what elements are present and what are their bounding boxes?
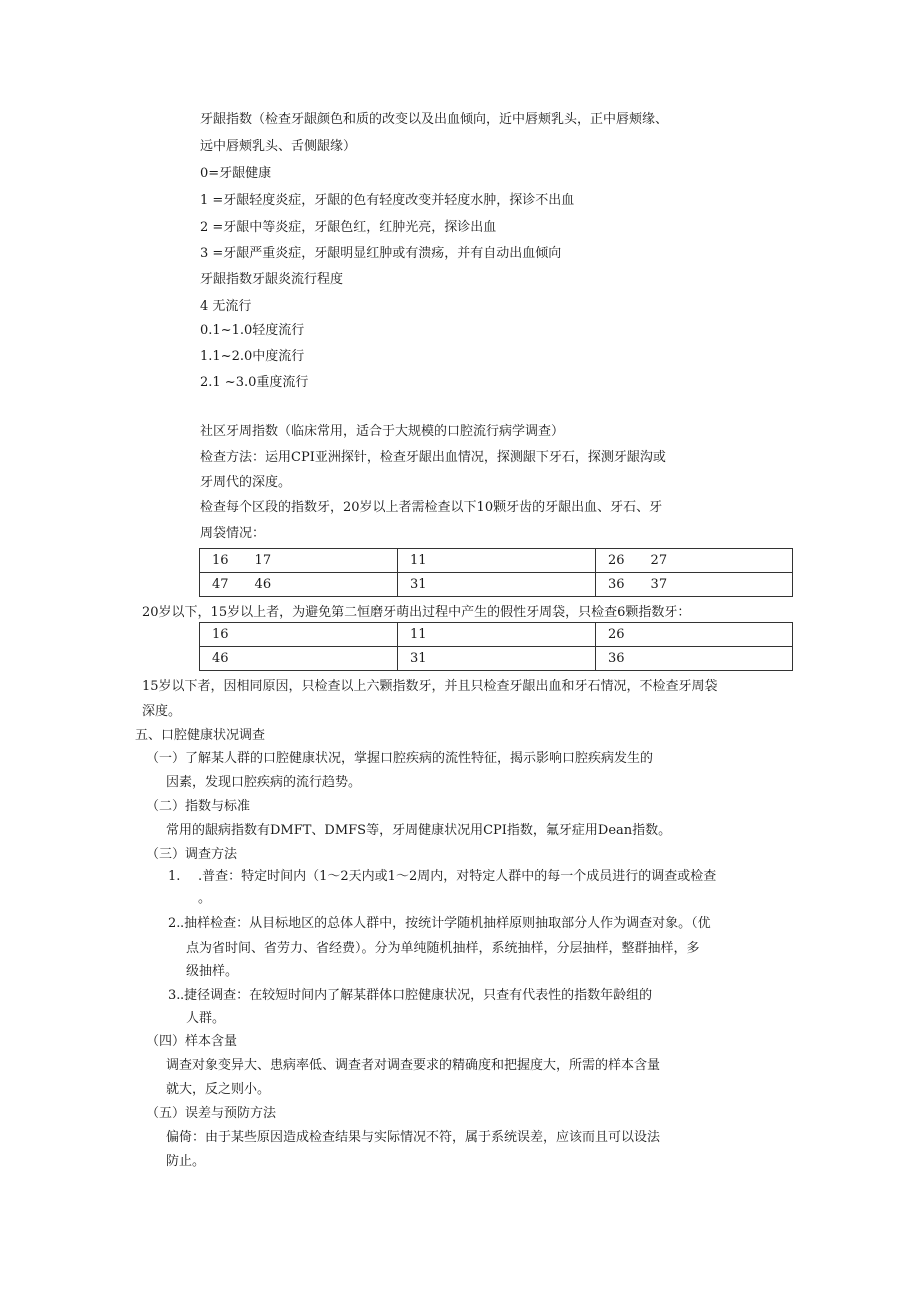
table-cell xyxy=(200,623,398,647)
tooth-number: 16 xyxy=(212,627,229,642)
adult-index-teeth-table xyxy=(199,548,793,597)
method1-line2: 。 xyxy=(198,891,212,906)
prevalence-mild: 0.1~1.0轻度流行 xyxy=(200,323,305,338)
table-cell xyxy=(200,647,398,671)
method2-number: 2. xyxy=(168,916,181,931)
section5-p2-label: （二）指数与标准 xyxy=(146,799,251,814)
tooth-number: 16 xyxy=(212,553,229,568)
gingival-index-title-line2: 远中唇颊乳头、舌侧龈缘） xyxy=(200,139,357,154)
cpi-method-line2: 牙周代的深度。 xyxy=(200,475,292,490)
method2-line3: 级抽样。 xyxy=(186,964,239,979)
method3-line1: .捷径调查：在较短时间内了解某群体口腔健康状况，只查有代表性的指数年龄组的 xyxy=(180,988,653,1003)
cpi-method-line1: 检查方法：运用CPI亚洲探针，检查牙龈出血情况，探测龈下牙石，探测牙龈沟或 xyxy=(200,450,666,465)
prevalence-moderate: 1.1~2.0中度流行 xyxy=(200,349,305,364)
table-cell xyxy=(398,647,596,671)
tooth-number: 26 xyxy=(608,627,625,642)
method2-line1: .抽样检查：从目标地区的总体人群中，按统计学随机抽样原则抽取部分人作为调查对象。（优 xyxy=(180,916,711,931)
tooth-number: 47 xyxy=(212,577,229,592)
under15-line2: 深度。 xyxy=(142,704,182,719)
table-cell xyxy=(596,549,793,573)
table-cell xyxy=(200,573,398,597)
section5-p1-line1: （一）了解某人群的口腔健康状况，掌握口腔疾病的流性特征，揭示影响口腔疾病发生的 xyxy=(146,751,654,766)
table-cell xyxy=(596,573,793,597)
method1-number: 1. xyxy=(168,869,181,884)
section5-p2-text: 常用的龈病指数有DMFT、DMFS等，牙周健康状况用CPI指数，氟牙症用Dean指数。 xyxy=(166,823,672,838)
tooth-number: 36 xyxy=(608,651,625,666)
gingival-index-title-line1: 牙龈指数（检查牙龈颜色和质的改变以及出血倾向，近中唇颊乳头，正中唇颊缘、 xyxy=(200,112,669,127)
prevalence-none: 4 无流行 xyxy=(200,299,252,314)
cpi-teeth-line2: 周袋情况： xyxy=(200,526,266,541)
section5-p4-label: （四）样本含量 xyxy=(146,1034,238,1049)
section5-p4-line1: 调查对象变异大、患病率低、调查者对调查要求的精确度和把握度大，所需的样本含量 xyxy=(166,1058,661,1073)
tooth-number: 36 xyxy=(608,577,625,592)
table-cell xyxy=(398,549,596,573)
table-cell xyxy=(596,623,793,647)
prevalence-title: 牙龈指数牙龈炎流行程度 xyxy=(200,272,344,287)
tooth-number: 26 xyxy=(608,553,625,568)
section5-p3-label: （三）调查方法 xyxy=(146,847,238,862)
section5-heading: 五、口腔健康状况调查 xyxy=(135,728,266,743)
tooth-number: 31 xyxy=(410,651,427,666)
table-cell xyxy=(596,647,793,671)
table-row xyxy=(200,549,793,573)
table-row xyxy=(200,647,793,671)
section5-p4-line2: 就大，反之则小。 xyxy=(166,1082,271,1097)
gingival-score-0: 0=牙龈健康 xyxy=(200,166,272,181)
section5-p1-line2: 因素，发现口腔疾病的流行趋势。 xyxy=(166,775,362,790)
table-cell xyxy=(398,573,596,597)
cpi-teeth-line1: 检查每个区段的指数牙，20岁以上者需检查以下10颗牙齿的牙龈出血、牙石、牙 xyxy=(200,500,663,515)
table-row xyxy=(200,573,793,597)
table-cell xyxy=(200,549,398,573)
tooth-number: 37 xyxy=(650,577,668,592)
cpi-title: 社区牙周指数（临床常用，适合于大规模的口腔流行病学调查） xyxy=(200,424,565,439)
method3-number: 3. xyxy=(168,988,181,1003)
tooth-number: 11 xyxy=(410,627,427,642)
under15-line1: 15岁以下者，因相同原因，只检查以上六颗指数牙，并且只检查牙龈出血和牙石情况，不检查牙周袋 xyxy=(142,679,718,694)
tooth-number: 46 xyxy=(212,651,229,666)
gingival-score-2: 2 =牙龈中等炎症，牙龈色红，红肿光亮，探诊出血 xyxy=(200,220,497,235)
section5-p5-line2: 防止。 xyxy=(166,1154,206,1169)
tooth-number: 11 xyxy=(410,553,427,568)
section5-p5-line1: 偏倚：由于某些原因造成检查结果与实际情况不符，属于系统误差，应该而且可以设法 xyxy=(166,1130,661,1145)
under20-text: 20岁以下，15岁以上者，为避免第二恒磨牙萌出过程中产生的假性牙周袋，只检查6颗指数牙： xyxy=(142,605,691,620)
tooth-number: 31 xyxy=(410,577,427,592)
tooth-number: 27 xyxy=(650,553,668,568)
method2-line2: 点为省时间、省劳力、省经费）。分为单纯随机抽样，系统抽样，分层抽样，整群抽样，多 xyxy=(186,941,700,956)
gingival-score-1: 1 =牙龈轻度炎症，牙龈的色有轻度改变并轻度水肿，探诊不出血 xyxy=(200,193,575,208)
method3-line2: 人群。 xyxy=(186,1011,226,1026)
gingival-score-3: 3 =牙龈严重炎症，牙龈明显红肿或有溃疡，并有自动出血倾向 xyxy=(200,246,562,261)
tooth-number: 46 xyxy=(254,577,272,592)
youth-index-teeth-table xyxy=(199,622,793,671)
section5-p5-label: （五）误差与预防方法 xyxy=(146,1106,277,1121)
table-row xyxy=(200,623,793,647)
tooth-number: 17 xyxy=(254,553,272,568)
table-cell xyxy=(398,623,596,647)
prevalence-severe: 2.1 ~3.0重度流行 xyxy=(200,375,309,390)
method1-line1: .普查：特定时间内（1～2天内或1～2周内，对特定人群中的每一个成员进行的调查或检查 xyxy=(198,869,717,884)
